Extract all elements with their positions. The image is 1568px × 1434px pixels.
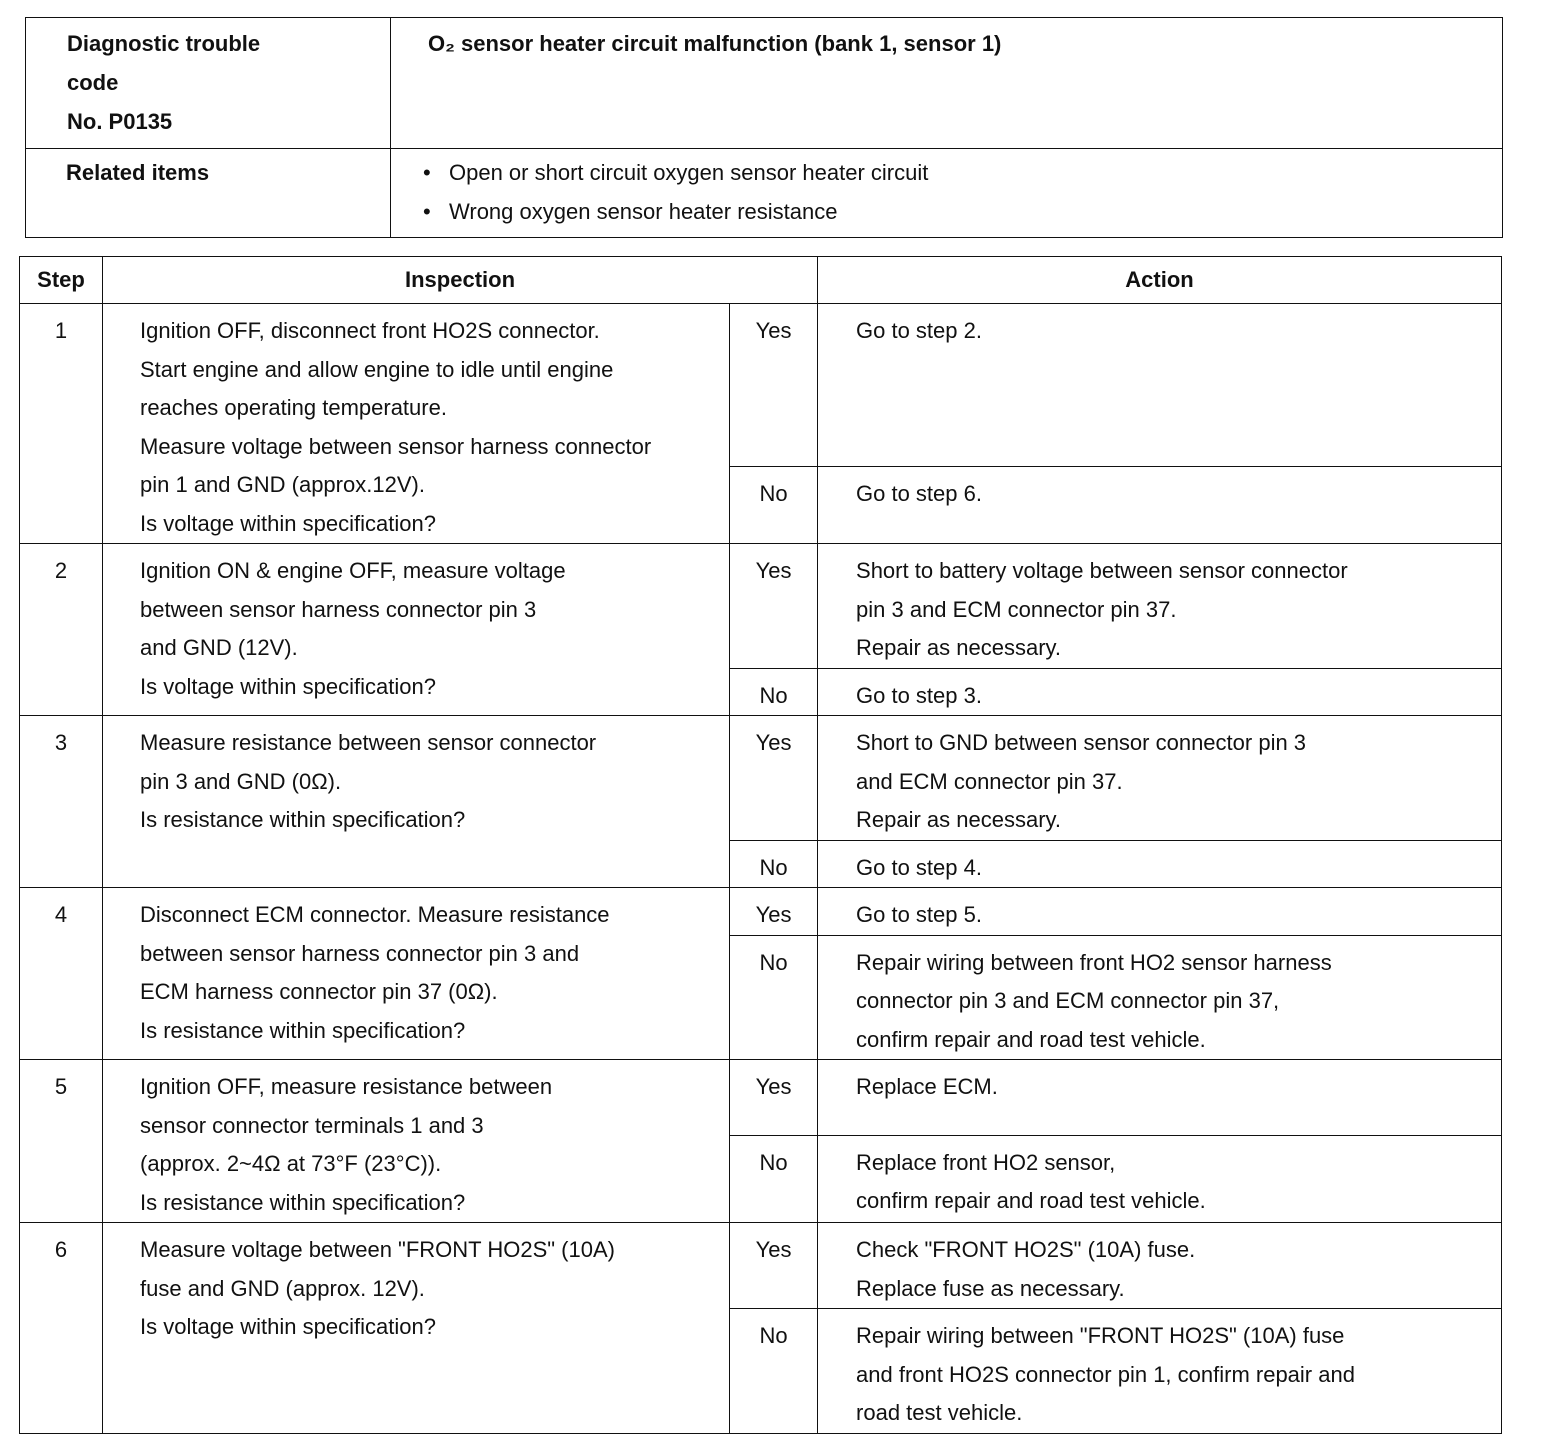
step-number: 3: [20, 716, 103, 888]
step-row-yes: [20, 304, 1502, 467]
inspection-column-header: Inspection: [103, 257, 818, 304]
action-line: confirm repair and road test vehicle.: [856, 1188, 1206, 1214]
yes-label: Yes: [730, 888, 818, 936]
inspection-line: pin 1 and GND (approx.12V).: [140, 472, 425, 497]
inspection-line: Is voltage within specification?: [140, 510, 436, 536]
related-item: • Open or short circuit oxygen sensor heater circuit: [423, 153, 1502, 192]
inspection-line: Is voltage within specification?: [140, 1314, 436, 1339]
step-row-yes: [20, 888, 1502, 936]
inspection-cell: [103, 1223, 730, 1434]
related-items-label: Related items: [66, 160, 210, 185]
no-label: No: [730, 935, 818, 1060]
yes-action-cell: [818, 716, 1502, 841]
yes-action-cell: [818, 1060, 1502, 1136]
related-item: • Wrong oxygen sensor heater resistance: [423, 192, 1502, 231]
yes-label: Yes: [730, 304, 818, 467]
step-number: 6: [20, 1223, 103, 1434]
inspection-line: ECM harness connector pin 37 (0Ω).: [140, 979, 498, 1004]
inspection-line: between sensor harness connector pin 3: [140, 596, 537, 622]
inspection-line: fuse and GND (approx. 12V).: [140, 1275, 425, 1301]
dtc-description-cell: [391, 18, 1503, 149]
step-number: 5: [20, 1060, 103, 1223]
action-line: and ECM connector pin 37.: [856, 768, 1123, 794]
inspection-line: Ignition OFF, measure resistance between: [140, 1074, 553, 1099]
yes-action-cell: [818, 544, 1502, 669]
dtc-header-table: [25, 17, 1503, 238]
action-line: confirm repair and road test vehicle.: [856, 1026, 1206, 1052]
inspection-line: and GND (12V).: [140, 635, 298, 660]
inspection-line: Is resistance within specification?: [140, 807, 466, 832]
inspection-line: Measure voltage between "FRONT HO2S" (10A): [140, 1237, 615, 1262]
related-items-list: [391, 149, 1503, 238]
step-row-yes: [20, 544, 1502, 669]
inspection-line: pin 3 and GND (0Ω).: [140, 768, 342, 794]
inspection-cell: [103, 544, 730, 716]
no-label: No: [730, 668, 818, 716]
inspection-line: Measure voltage between sensor harness connector: [140, 433, 652, 459]
inspection-line: Start engine and allow engine to idle until engine: [140, 356, 614, 382]
action-line: Repair as necessary.: [856, 807, 1062, 832]
action-line: Go to step 5.: [856, 902, 982, 927]
action-line: Repair wiring between front HO2 sensor harness: [856, 949, 1332, 975]
inspection-line: Measure resistance between sensor connector: [140, 730, 597, 755]
inspection-cell: [103, 1060, 730, 1223]
yes-action-cell: [818, 1223, 1502, 1309]
inspection-line: sensor connector terminals 1 and 3: [140, 1112, 484, 1138]
action-line: Replace ECM.: [856, 1074, 998, 1099]
inspection-line: Is resistance within specification?: [140, 1189, 466, 1215]
no-label: No: [730, 840, 818, 888]
dtc-description: O₂ sensor heater circuit malfunction (bank 1, sensor 1): [428, 31, 1002, 56]
bullet-icon: •: [423, 160, 431, 185]
action-line: road test vehicle.: [856, 1400, 1023, 1425]
action-line: pin 3 and ECM connector pin 37.: [856, 596, 1177, 622]
action-line: Short to battery voltage between sensor connector: [856, 558, 1348, 583]
related-items-label-cell: [26, 149, 391, 238]
yes-label: Yes: [730, 716, 818, 841]
action-line: Go to step 2.: [856, 318, 982, 343]
no-label: No: [730, 1309, 818, 1434]
action-line: Go to step 4.: [856, 854, 982, 880]
action-line: Repair as necessary.: [856, 635, 1062, 660]
step-row-yes: [20, 1223, 1502, 1309]
no-action-cell: [818, 1135, 1502, 1222]
action-line: and front HO2S connector pin 1, confirm repair and: [856, 1361, 1355, 1387]
yes-action-cell: [818, 888, 1502, 936]
inspection-cell: [103, 888, 730, 1060]
step-row-yes: [20, 1060, 1502, 1136]
action-line: Repair wiring between "FRONT HO2S" (10A) fuse: [856, 1323, 1345, 1348]
diagnostic-steps-table: [19, 256, 1502, 1434]
table-header-row: [20, 257, 1502, 304]
action-line: Replace fuse as necessary.: [856, 1275, 1125, 1301]
inspection-line: Is resistance within specification?: [140, 1017, 466, 1043]
step-number: 2: [20, 544, 103, 716]
no-action-cell: [818, 1309, 1502, 1434]
inspection-line: reaches operating temperature.: [140, 395, 447, 420]
steps-body: [20, 304, 1502, 1434]
dtc-label-cell: [26, 18, 391, 149]
inspection-cell: [103, 304, 730, 544]
yes-label: Yes: [730, 544, 818, 669]
step-number: 4: [20, 888, 103, 1060]
no-action-cell: [818, 840, 1502, 888]
inspection-line: Ignition OFF, disconnect front HO2S connector.: [140, 318, 600, 343]
inspection-line: between sensor harness connector pin 3 and: [140, 940, 580, 966]
no-label: No: [730, 467, 818, 544]
bullet-icon: •: [423, 199, 431, 224]
no-action-cell: [818, 935, 1502, 1060]
no-action-cell: [818, 467, 1502, 544]
step-column-header: Step: [20, 257, 103, 304]
no-action-cell: [818, 668, 1502, 716]
yes-label: Yes: [730, 1223, 818, 1309]
yes-label: Yes: [730, 1060, 818, 1136]
step-number: 1: [20, 304, 103, 544]
dtc-code: No. P0135: [67, 109, 173, 134]
action-line: Check "FRONT HO2S" (10A) fuse.: [856, 1237, 1196, 1262]
action-line: Go to step 6.: [856, 481, 982, 507]
inspection-line: Is voltage within specification?: [140, 673, 436, 699]
action-line: Replace front HO2 sensor,: [856, 1149, 1116, 1175]
no-label: No: [730, 1135, 818, 1222]
inspection-cell: [103, 716, 730, 888]
action-line: Short to GND between sensor connector pin 3: [856, 730, 1307, 755]
action-line: connector pin 3 and ECM connector pin 37,: [856, 988, 1280, 1013]
dtc-label-line: Diagnostic trouble: [67, 31, 261, 56]
inspection-line: Ignition ON & engine OFF, measure voltage: [140, 558, 566, 583]
inspection-line: Disconnect ECM connector. Measure resistance: [140, 902, 610, 927]
inspection-line: (approx. 2~4Ω at 73°F (23°C)).: [140, 1151, 442, 1176]
action-line: Go to step 3.: [856, 682, 982, 708]
yes-action-cell: [818, 304, 1502, 467]
step-row-yes: [20, 716, 1502, 841]
dtc-label-line: code: [67, 70, 119, 95]
action-column-header: Action: [818, 257, 1502, 304]
